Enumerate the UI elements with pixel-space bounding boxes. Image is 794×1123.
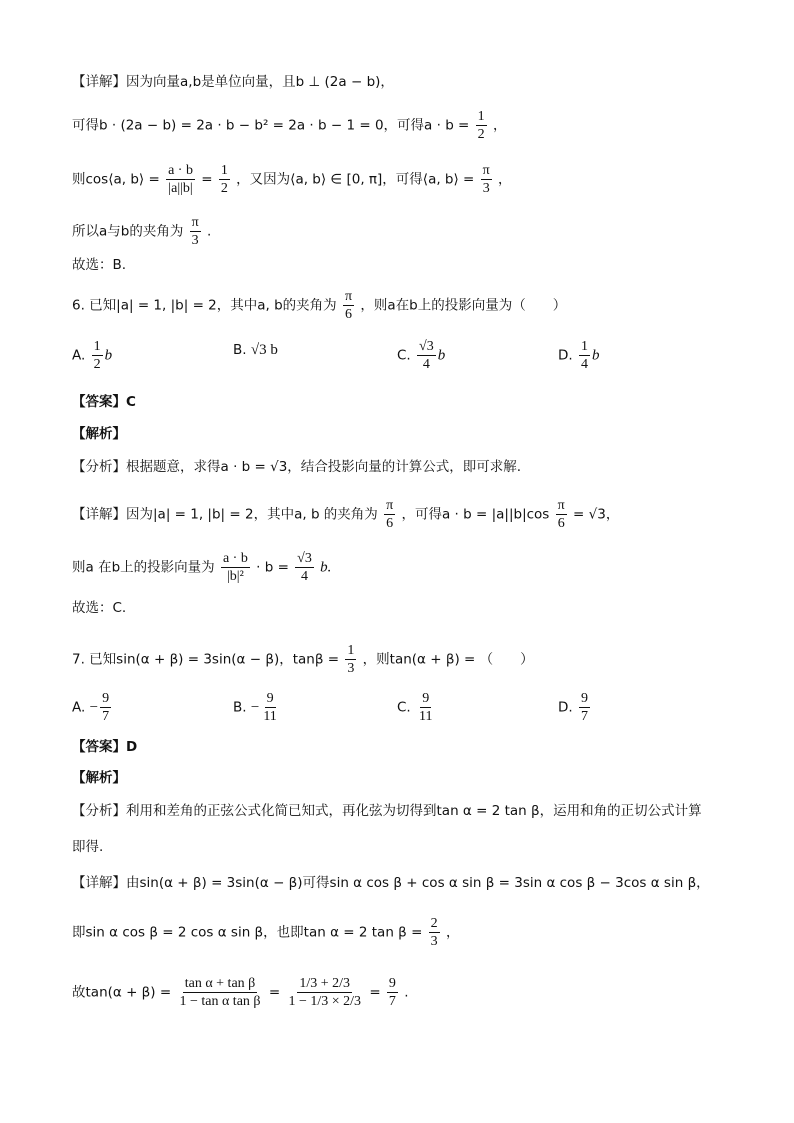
q7-analysis [72, 766, 126, 786]
detail-line-2 [72, 108, 506, 143]
fraction: $\frac{\pi}{3}$ [482, 163, 490, 196]
fraction: $\frac{1}{3}$ [347, 643, 355, 676]
stem-text: ，则a在b上的投影向量为（ ） [360, 297, 567, 314]
fraction: $\frac{1}{2}$ [477, 109, 485, 142]
equation-text: 可得b · (2a − b) = 2a · b − b² = 2a · b − 1 = 0，可得a · b = [72, 117, 474, 134]
q7-detail-1 [72, 873, 710, 893]
equals: = [201, 171, 217, 188]
fraction: $\frac{\pi}{6}$ [344, 289, 353, 322]
equation-text: · b = [256, 559, 294, 576]
equation-text: 【详解】因为|a| = 1, |b| = 2，其中a, b 的夹角为 [72, 506, 378, 523]
sign: − [250, 699, 260, 716]
stem-text: 6. 已知|a| = 1, |b| = 2，其中a, b的夹角为 [72, 297, 337, 314]
equation-text: 故tan(α + β) = [72, 984, 176, 1001]
q7-option-c [397, 690, 437, 725]
fraction: $\frac{\pi}{3}$ [191, 215, 199, 248]
equation-text: 【详解】由sin(α + β) = 3sin(α − β)可得sin α cos β + cos α sin β = 3sin α cos β − 3cos α sin β， [72, 875, 710, 891]
q7-detail-2 [72, 915, 459, 950]
option-label: A. [72, 347, 86, 364]
option-label: C. [397, 347, 411, 364]
q7-option-b [233, 690, 281, 725]
fraction: $\frac{√3}{4}$ [297, 551, 312, 584]
option-label: D. [558, 699, 573, 716]
punct: . [404, 984, 409, 1001]
q6-choose [72, 598, 126, 618]
stem-text: 7. 已知sin(α + β) = 3sin(α − β)，tanβ = [72, 651, 344, 668]
equation-text: 则a 在b上的投影向量为 [72, 559, 215, 576]
fraction: $\frac{9}{7}$ [580, 691, 588, 724]
equation-text: = √3， [573, 506, 620, 523]
punct: ， [492, 117, 507, 134]
option-label: C. [397, 699, 411, 716]
q7-stem [72, 642, 534, 677]
choose-text: 故选：B. [72, 257, 127, 273]
option-label: A. [72, 699, 86, 716]
detail-text: 【详解】因为向量a,b是单位向量，且b ⊥ (2a − b)， [72, 74, 394, 90]
punct: ， [445, 924, 460, 941]
equation-text: ，可得a · b = |a||b|cos [401, 506, 550, 523]
punct: ， [498, 171, 512, 188]
equation-text: 则cos⟨a, b⟩ = [72, 171, 165, 188]
fenxi-text: 【分析】利用和差角的正弦公式化简已知式，再化弦为切得到tan α = 2 tan β，运用和角的正切公式计算 [72, 803, 702, 819]
vector: b [104, 347, 113, 364]
equation-text: 所以a与b的夹角为 [72, 223, 184, 240]
fenxi-text: 即得. [72, 839, 104, 855]
option-label: D. [558, 347, 573, 364]
q6-option-c [397, 338, 445, 373]
q6-stem [72, 288, 566, 323]
q7-option-a [72, 690, 113, 725]
fraction: $\frac{9}{11}$ [419, 691, 433, 724]
detail-line-4 [72, 214, 211, 249]
choose-text: 故选：C. [72, 600, 127, 616]
option-label: B. [233, 699, 247, 716]
sign: − [89, 699, 99, 716]
stem-text: ，则tan(α + β) = （ ） [362, 651, 534, 668]
fraction: $\frac{9}{7}$ [388, 976, 396, 1009]
fraction: $\frac{a \cdot b}{\text{|b|²}}$ [222, 551, 248, 584]
equation-text: ，又因为⟨a, b⟩ ∈ [0, π]，可得⟨a, b⟩ = [236, 171, 479, 188]
q6-detail [72, 497, 619, 532]
equals: = [268, 984, 285, 1001]
fraction: $\frac{\pi}{6}$ [386, 498, 394, 531]
vector: b. [320, 559, 332, 576]
fraction: $\frac{1}{2}$ [93, 339, 101, 372]
q6-option-a [72, 338, 112, 373]
detail-line-1 [72, 72, 394, 92]
fraction: $\frac{√3}{4}$ [419, 339, 434, 372]
q6-analysis [72, 422, 126, 442]
analysis-text: 【解析】 [72, 426, 126, 442]
q6-option-b [233, 342, 278, 359]
answer-text: 【答案】C [72, 394, 136, 410]
detail-line-3 [72, 162, 512, 197]
q6-projection [72, 550, 331, 585]
fraction: $\frac{\text{tan α + tan β}}{\text{1 − tan α tan β}}$ [179, 976, 261, 1009]
fraction: $\frac{1}{4}$ [580, 339, 588, 372]
q7-fenxi-2 [72, 837, 103, 857]
fraction: $\frac{9}{11}$ [263, 691, 277, 724]
punct: . [207, 223, 212, 240]
q7-answer [72, 735, 137, 755]
q6-fenxi [72, 457, 521, 477]
option-value: √3 b [250, 342, 278, 358]
fraction: $\frac{1}{2}$ [220, 163, 228, 196]
equals: = [369, 984, 385, 1001]
analysis-text: 【解析】 [72, 770, 126, 786]
q7-option-d [558, 690, 592, 725]
choose-line [72, 255, 126, 275]
q6-answer [72, 390, 136, 410]
answer-text: 【答案】D [72, 739, 138, 755]
equation-text: 即sin α cos β = 2 cos α sin β，也即tan α = 2 tan β = [72, 924, 427, 941]
fraction: $\frac{a \cdot b}{|a||b|}$ [168, 163, 193, 196]
fraction: $\frac{9}{7}$ [102, 691, 110, 724]
vector: b [437, 347, 446, 364]
vector: b [591, 347, 600, 364]
q6-option-d [558, 338, 599, 373]
q7-fenxi-1 [72, 801, 702, 821]
fenxi-text: 【分析】根据题意，求得a · b = √3，结合投影向量的计算公式，即可求解. [72, 459, 522, 475]
fraction: $\frac{1/3 + 2/3}{1 - 1/3 \times 2/3}$ [288, 976, 362, 1009]
option-label: B. [233, 342, 247, 358]
fraction: $\frac{2}{3}$ [430, 916, 438, 949]
fraction: $\frac{\pi}{6}$ [557, 498, 565, 531]
q7-detail-3 [72, 975, 409, 1010]
